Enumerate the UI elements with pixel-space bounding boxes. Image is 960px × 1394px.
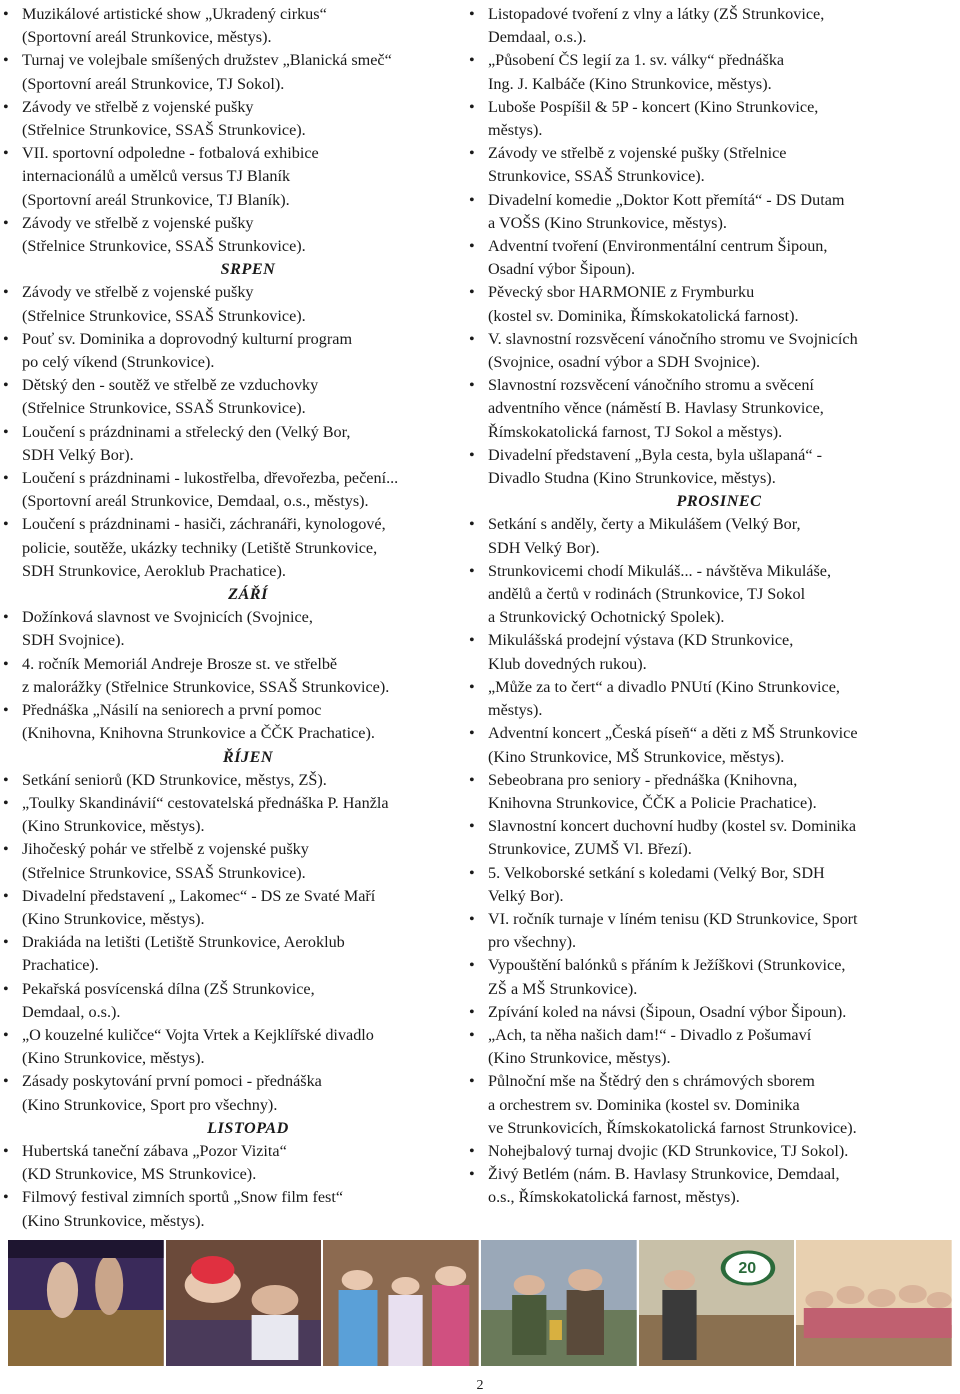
event-item: • Mikulášská prodejní výstava (KD Strunkovice, Klub dovedných rukou). (488, 629, 950, 675)
photo-group-gathering (796, 1240, 952, 1366)
month-heading: LISTOPAD (207, 1118, 289, 1137)
event-item: • „Může za to čert“ a divadlo PNUtí (Kino Strunkovice, městys). (488, 676, 950, 722)
event-item: • Loučení s prázdninami a střelecký den (Velký Bor, SDH Velký Bor). (22, 421, 474, 467)
event-item: • Závody ve střelbě z vojenské pušky (Střelnice Strunkovice, SSAŠ Strunkovice). (22, 96, 474, 142)
event-item: • Jihočeský pohár ve střelbě z vojenské pušky (Střelnice Strunkovice, SSAŠ Strunkovice). (22, 838, 474, 884)
event-item: • Slavnostní rozsvěcení vánočního stromu a svěcení adventního věnce (náměstí B. Havlasy Strunkovice, Římskokatolická farnost, TJ Sokol a městys). (488, 374, 950, 444)
event-item: • 5. Velkoborské setkání s koledami (Velký Bor, SDH Velký Bor). (488, 862, 950, 908)
event-item: • Pekařská posvícenská dílna (ZŠ Strunkovice, Demdaal, o.s.). (22, 978, 474, 1024)
event-item: • Turnaj ve volejbale smíšených družstev „Blanická smeč“ (Sportovní areál Strunkovice, TJ Sokol). (22, 49, 474, 95)
event-item: • „Ach, ta něha našich dam!“ - Divadlo z Pošumaví (Kino Strunkovice, městys). (488, 1024, 950, 1070)
event-item: • Závody ve střelbě z vojenské pušky (Střelnice Strunkovice, SSAŠ Strunkovice). (488, 142, 950, 188)
event-item: • Slavnostní koncert duchovní hudby (kostel sv. Dominika Strunkovice, ZUMŠ Vl. Březí). (488, 815, 950, 861)
event-item: • VII. sportovní odpoledne - fotbalová exhibice internacionálů a umělců versus TJ Blaník (Sportovní areál Strunkovice, TJ Blaník). (22, 142, 474, 212)
event-item: • Divadelní představení „ Lakomec“ - DS ze Svaté Maří (Kino Strunkovice, městys). (22, 885, 474, 931)
right-column (488, 3, 950, 1210)
event-item: • Pěvecký sbor HARMONIE z Frymburku (kostel sv. Dominika, Římskokatolická farnost). (488, 281, 950, 327)
event-item: • Dožínková slavnost ve Svojnicích (Svojnice, SDH Svojnice). (22, 606, 474, 652)
event-item: • Listopadové tvoření z vlny a látky (ZŠ Strunkovice, Demdaal, o.s.). (488, 3, 950, 49)
event-item: • Setkání seniorů (KD Strunkovice, městys, ZŠ). (22, 769, 474, 792)
event-item: • Živý Betlém (nám. B. Havlasy Strunkovice, Demdaal, o.s., Římskokatolická farnost, městys). (488, 1163, 950, 1209)
event-item: • Hubertská taneční zábava „Pozor Vizita“ (KD Strunkovice, MS Strunkovice). (22, 1140, 474, 1186)
event-item: • Půlnoční mše na Štědrý den s chrámových sborem a orchestrem sv. Dominika (kostel sv. Dominika ve Strunkovicích, Římskokatolická farnost Strunkovice). (488, 1070, 950, 1140)
event-item: • Divadelní představení „Byla cesta, byla ušlapaná“ - Divadlo Studna (Kino Strunkovice, městys). (488, 444, 950, 490)
event-item: • Divadelní komedie „Doktor Kott přemítá“ - DS Dutam a VOŠS (Kino Strunkovice, městys). (488, 189, 950, 235)
event-item: • Adventní koncert „Česká píseň“ a děti z MŠ Strunkovice (Kino Strunkovice, MŠ Strunkovice, městys). (488, 722, 950, 768)
left-column (22, 3, 474, 1233)
event-item: • Pouť sv. Dominika a doprovodný kulturní program po celý víkend (Strunkovice). (22, 328, 474, 374)
event-item: • Strunkovicemi chodí Mikuláš... - návštěva Mikuláše, andělů a čertů v rodinách (Strunkovice, TJ Sokol a Strunkovický Ochotnický Spolek). (488, 560, 950, 630)
month-heading: SRPEN (220, 260, 276, 279)
event-item: • Loučení s prázdninami - hasiči, záchranáři, kynologové, policie, soutěže, ukázky techniky (Letiště Strunkovice, SDH Strunkovice, Aeroklub Prachatice). (22, 513, 474, 583)
event-item: • Vypouštění balónků s přáním k Ježíškovi (Strunkovice, ZŠ a MŠ Strunkovice). (488, 954, 950, 1000)
event-item: • 4. ročník Memoriál Andreje Brosze st. ve střelbě z malorážky (Střelnice Strunkovice, SSAŠ Strunkovice). (22, 653, 474, 699)
event-item: • „Toulky Skandinávií“ cestovatelská přednáška P. Hanžla (Kino Strunkovice, městys). (22, 792, 474, 838)
photo-banner (8, 1240, 952, 1366)
event-item: • Nohejbalový turnaj dvojic (KD Strunkovice, TJ Sokol). (488, 1140, 950, 1163)
month-heading: ZÁŘÍ (228, 585, 268, 604)
photo-clown-children (166, 1240, 322, 1366)
photo-costumed-children (323, 1240, 479, 1366)
event-item: • VI. ročník turnaje v líném tenisu (KD Strunkovice, Sport pro všechny). (488, 908, 950, 954)
left-event-list (22, 3, 474, 1233)
event-item: • Setkání s anděly, čerty a Mikulášem (Velký Bor, SDH Velký Bor). (488, 513, 950, 559)
right-event-list (488, 3, 950, 1210)
photo-shooting-medalists (481, 1240, 637, 1366)
event-item: • Závody ve střelbě z vojenské pušky (Střelnice Strunkovice, SSAŠ Strunkovice). (22, 281, 474, 327)
event-item: • „O kouzelné kuličce“ Vojta Vrtek a Kejklířské divadlo (Kino Strunkovice, městys). (22, 1024, 474, 1070)
photo-anniversary-event (639, 1240, 795, 1366)
event-item: • Drakiáda na letišti (Letiště Strunkovice, Aeroklub Prachatice). (22, 931, 474, 977)
photo-circus-performers (8, 1240, 164, 1366)
event-item: • Sebeobrana pro seniory - přednáška (Knihovna, Knihovna Strunkovice, ČČK a Policie Prachatice). (488, 769, 950, 815)
event-item: • Muzikálové artistické show „Ukradený cirkus“ (Sportovní areál Strunkovice, městys). (22, 3, 474, 49)
event-item: • V. slavnostní rozsvěcení vánočního stromu ve Svojnicích (Svojnice, osadní výbor a SDH Svojnice). (488, 328, 950, 374)
event-item: • Zásady poskytování první pomoci - přednáška (Kino Strunkovice, Sport pro všechny). (22, 1070, 474, 1116)
month-heading: ŘÍJEN (222, 747, 274, 766)
event-item: • Filmový festival zimních sportů „Snow film fest“ (Kino Strunkovice, městys). (22, 1186, 474, 1232)
event-item: • Závody ve střelbě z vojenské pušky (Střelnice Strunkovice, SSAŠ Strunkovice). (22, 212, 474, 258)
anniversary-logo-text: 20 (738, 1260, 757, 1278)
event-item: • Dětský den - soutěž ve střelbě ze vzduchovky (Střelnice Strunkovice, SSAŠ Strunkovice). (22, 374, 474, 420)
event-item: • Zpívání koled na návsi (Šipoun, Osadní výbor Šipoun). (488, 1001, 950, 1024)
page-number: 2 (476, 1378, 484, 1393)
event-item: • „Působení ČS legií za 1. sv. války“ přednáška Ing. J. Kalbáče (Kino Strunkovice, městys). (488, 49, 950, 95)
event-item: • Adventní tvoření (Environmentální centrum Šipoun, Osadní výbor Šipoun). (488, 235, 950, 281)
event-item: • Loučení s prázdninami - lukostřelba, dřevořezba, pečení... (Sportovní areál Strunkovice, Demdaal, o.s., městys). (22, 467, 474, 513)
event-item: • Přednáška „Násilí na seniorech a první pomoc (Knihovna, Knihovna Strunkovice a ČČK Prachatice). (22, 699, 474, 745)
month-heading: PROSINEC (676, 492, 762, 511)
event-item: • Luboše Pospíšil & 5P - koncert (Kino Strunkovice, městys). (488, 96, 950, 142)
